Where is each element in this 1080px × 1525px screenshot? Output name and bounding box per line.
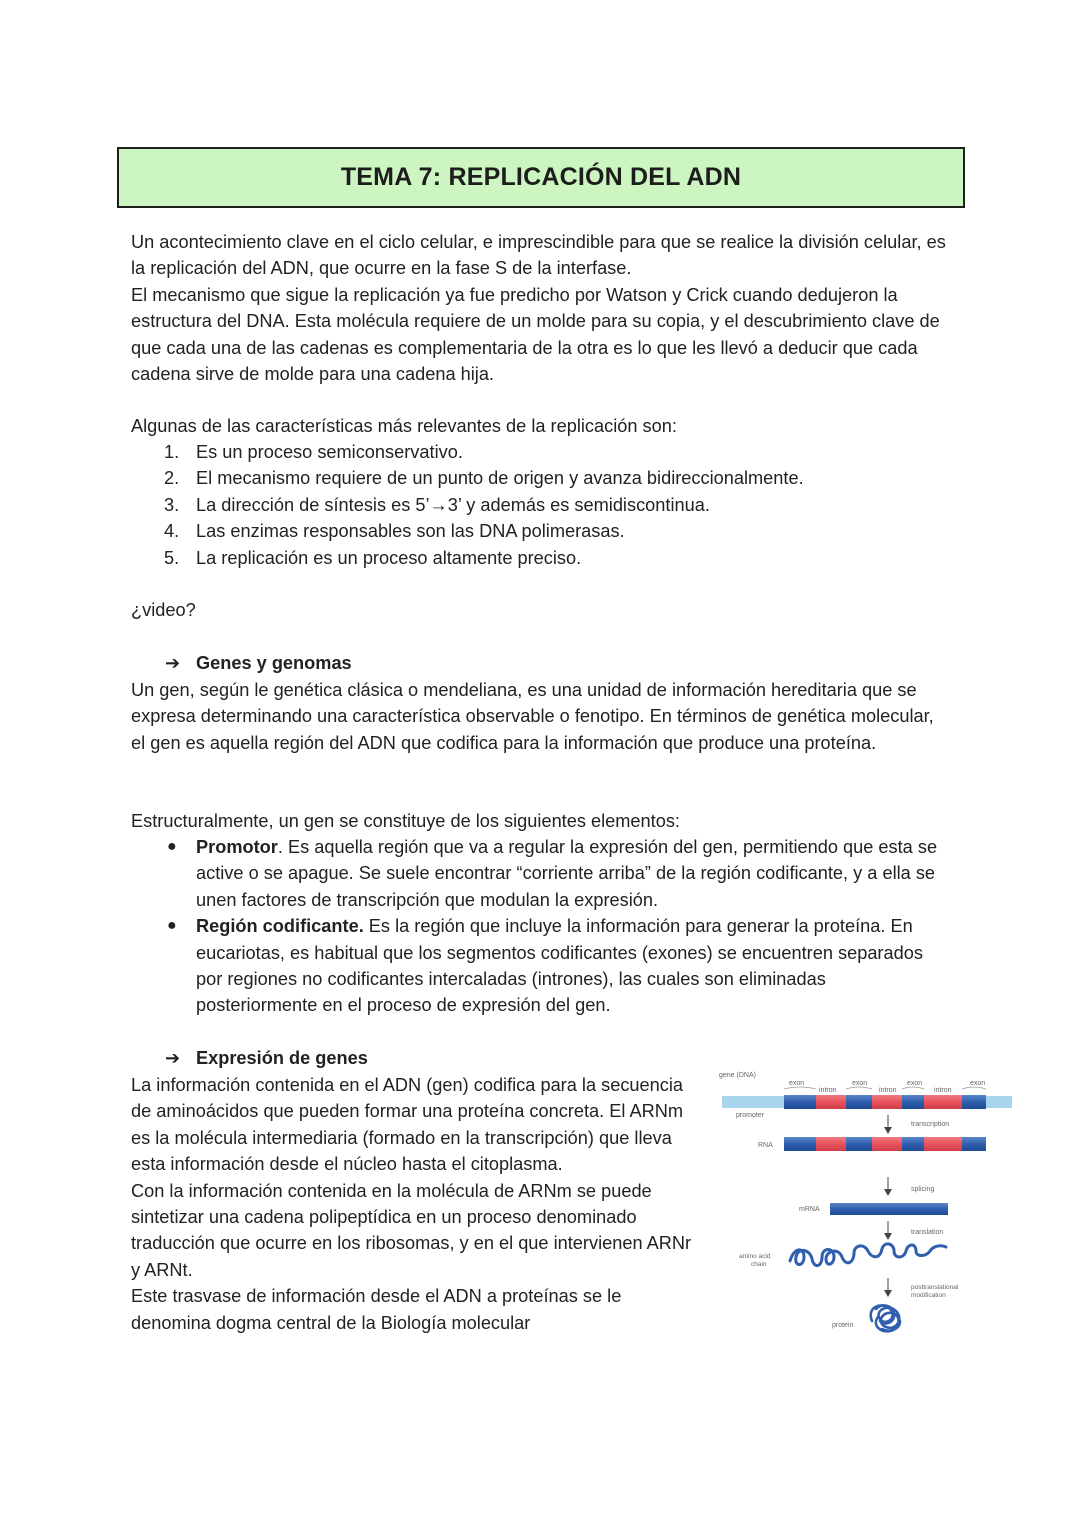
intro-section [131,229,951,387]
page-title: TEMA 7: REPLICACIÓN DEL ADN [340,163,742,191]
label-gene: gene (DNA) [719,1072,756,1079]
label-protein: protein [832,1322,854,1329]
arrow-icon: ➔ [165,1048,181,1068]
label-exon: exon [970,1080,986,1087]
list-item: 2. El mecanismo requiere de un punto de origen y avanza bidireccionalmente. [164,468,804,489]
expression-paragraph-2: Con la información contenida en la molécula de ARNm se puede sintetizar una cadena polipeptídica en un proceso denominado traducción que ocurre en los ribosomas, y en el que intervienen ARNr y ARNt. [131,1180,692,1280]
list-item: 1. Es un proceso semiconservativo. [164,442,463,462]
label-transcription: transcription [911,1121,950,1128]
label-amino-acid-chain: amino acid [739,1253,771,1260]
label-translation: translation [911,1229,944,1236]
label-intron: intron [819,1087,837,1094]
label-exon: exon [852,1080,868,1087]
heading-genes: ➔ Genes y genomas [165,650,352,676]
genes-paragraph: Un gen, según le genética clásica o mendeliana, es una unidad de información hereditaria que se expresa determinando una característica observable o fenotipo. En términos de genética molecular, el gen es aquella región del ADN que codifica para la información que produce una proteína. [131,680,934,753]
label-posttranslational: posttranslational [911,1284,959,1291]
characteristics-list [131,439,951,571]
intro-paragraph-2: El mecanismo que sigue la replicación ya fue predicho por Watson y Crick cuando dedujeron la estructura del DNA. Esta molécula requiere de un molde para su copia, y el descubrimiento clave de que cada una de las cadenas es complementaria de la otra es lo que les llevó a deducir que cada cadena sirve de molde para una cadena hija. [131,284,940,385]
expression-paragraph-1: La información contenida en el ADN (gen) codifica para la secuencia de aminoácidos que pueden formar una proteína concreta. El ARNm es la molécula intermediaria (formado en la transcripción) que lleva esta información desde el núcleo hasta el citoplasma. [131,1075,684,1175]
arrow-icon: ➔ [165,653,181,673]
label-splicing: splicing [911,1186,935,1193]
label-mrna: mRNA [799,1206,820,1213]
expression-section [131,1072,696,1336]
heading-expression: ➔ Expresión de genes [165,1045,368,1071]
label-exon: exon [907,1080,923,1087]
mrna-bar [830,1203,948,1215]
gene-elements-list [131,834,941,1019]
list-item: 4. Las enzimas responsables son las DNA polimerasas. [164,521,625,542]
label-amino-acid-chain: chain [751,1261,767,1268]
list-item: 5. La replicación es un proceso altamente preciso. [164,547,582,568]
label-rna: RNA [758,1142,773,1149]
gene-expression-diagram [712,1065,1012,1355]
video-note: ¿video? [131,600,196,620]
characteristics-intro: Algunas de las características más relevantes de la replicación son: [131,416,677,436]
label-exon: exon [789,1080,805,1087]
bullet-icon: ● [167,838,177,855]
list-item: 3. La dirección de síntesis es 5’→3’ y además es semidiscontinua. [164,494,710,515]
label-posttranslational: modification [911,1292,946,1299]
list-item-region-codificante: ● Región codificante. Es la región que incluye la información para generar la proteína. En eucariotas, es habitual que los segmentos codificantes (exones) se encuentren separados por regiones no codificantes intercaladas (intrones), las cuales son eliminadas posteriormente en el proceso de expresión del gen. [131,913,941,1019]
intro-paragraph-1: Un acontecimiento clave en el ciclo celular, e imprescindible para que se realice la división celular, es la replicación del ADN, que ocurre en la fase S de la interfase. [131,232,946,279]
label-intron: intron [934,1087,952,1094]
label-promoter: promoter [736,1112,765,1119]
expression-paragraph-3: Este trasvase de información desde el ADN a proteínas se le denomina dogma central de la Biología molecular [131,1286,622,1333]
title-box [117,147,965,208]
bullet-icon: ● [167,917,177,935]
structure-intro: Estructuralmente, un gen se constituye de los siguientes elementos: [131,811,680,831]
label-intron: intron [879,1087,897,1094]
amino-acid-chain [790,1244,946,1266]
list-item-promotor: ● Promotor. Es aquella región que va a regular la expresión del gen, permitiendo que esta se active o se apague. Se suele encontrar “corriente arriba” de la región codificante, y a ella se unen factores de transcripción que modulan la expresión. [131,834,941,913]
protein-icon [871,1305,900,1331]
